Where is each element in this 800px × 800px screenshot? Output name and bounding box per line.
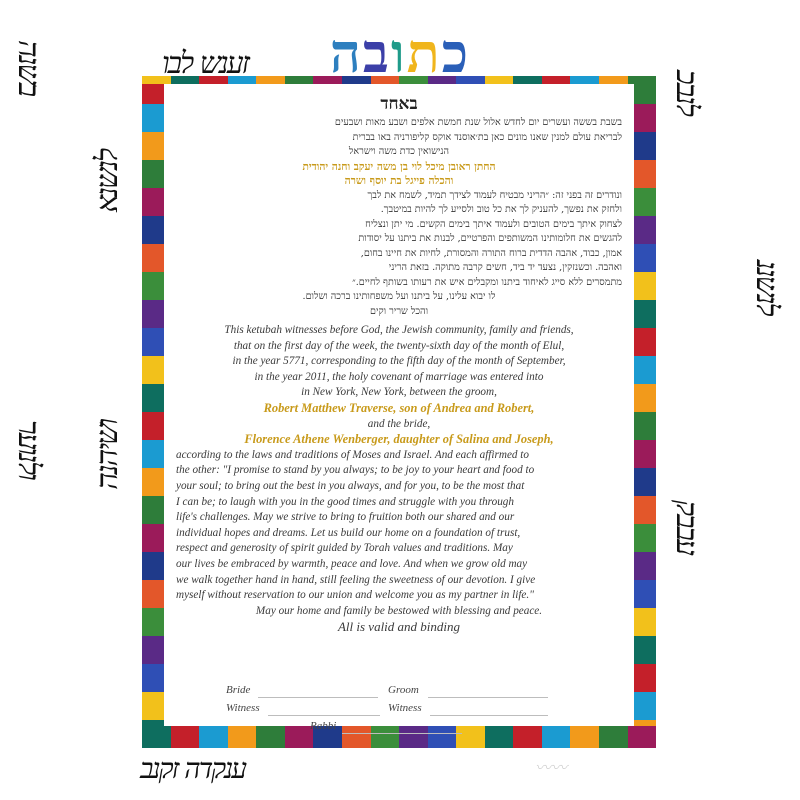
border-block [399, 726, 428, 748]
english-vow-line: your soul; to bring out the best in you always, and for you, to be the most that [176, 479, 525, 492]
hebrew-vow-line: ולחזק את נפשך, להעניק לך את כל טוב ולסייע לך להיות במיטבך. [380, 204, 622, 215]
border-block [142, 272, 164, 300]
hebrew-vow-line: לו יבוא עלינו, על ביתנו ועל משפחותינו ברכה ושלום. [302, 291, 496, 302]
border-block [142, 132, 164, 160]
english-vow-line: I can be; to laugh with you in the good times and struggle with you through [176, 495, 514, 508]
border-block [634, 608, 656, 636]
title-letter: ת [406, 21, 442, 85]
hebrew-groom-line: החתן ראובן מיכל לוי בן משה יעקב וחנה יהודית [302, 160, 496, 173]
ketubah-text [176, 94, 622, 635]
border-block [634, 552, 656, 580]
border-block [634, 440, 656, 468]
border-block [171, 726, 200, 748]
title-letter: כ [441, 21, 471, 85]
border-block [142, 356, 164, 384]
border-block [142, 216, 164, 244]
witness2-signature-label: Witness [388, 702, 422, 714]
border-block [342, 726, 371, 748]
border-block [634, 412, 656, 440]
rabbi-signature-label: Rabbi [310, 720, 337, 732]
border-block [634, 524, 656, 552]
border-block [485, 726, 514, 748]
hebrew-heading: באחד [380, 94, 418, 114]
border-block [228, 726, 257, 748]
border-block [142, 664, 164, 692]
witness1-signature-line[interactable] [268, 715, 380, 716]
border-block [634, 580, 656, 608]
bride-signature-label: Bride [226, 684, 251, 696]
english-vow-line: respect and generosity of spirit guided by Torah values and traditions. May [176, 542, 513, 555]
english-intro-line: that on the first day of the week, the twenty-sixth day of the month of Elul, [233, 339, 565, 352]
hebrew-line: הנישואין כדת משה וישראל [348, 146, 450, 157]
border-block [142, 104, 164, 132]
bride-name: Florence Athene Wenberger, daughter of Salina and Joseph, [244, 432, 554, 447]
border-block [199, 726, 228, 748]
bride-signature-line[interactable] [258, 697, 378, 698]
english-vow-line: myself without reservation to our union and welcome you as my partner in life." [176, 589, 534, 602]
hebrew-line: לבריאת עולם למנין שאנו מונים כאן בת׳אוסנד אוקס קליפורניה באו בברית [352, 131, 622, 143]
hebrew-bride-line: והכלה פייגל בת יוסף ושרה [344, 175, 454, 187]
and-the-bride: and the bride, [367, 417, 431, 430]
border-block [142, 692, 164, 720]
right-mosaic-border [634, 76, 656, 748]
border-block [634, 300, 656, 328]
border-block [634, 692, 656, 720]
title-letter: ב [362, 21, 391, 85]
border-block [634, 328, 656, 356]
border-block [256, 726, 285, 748]
left-mosaic-border [142, 76, 164, 748]
border-block [634, 188, 656, 216]
hebrew-vow-line: לצחוק איתך בימים הטובים ולעמוד איתך בימים הקשים. מי יתן ונצליח [365, 218, 622, 230]
english-intro-line: This ketubah witnesses before God, the Jewish community, family and friends, [224, 324, 574, 336]
english-intro-line: in the year 5771, corresponding to the fifth day of the month of September, [232, 355, 566, 368]
right-calligraphy-1: לנבכ [669, 70, 704, 115]
border-block [570, 726, 599, 748]
border-block [142, 580, 164, 608]
border-block [142, 188, 164, 216]
border-block [634, 636, 656, 664]
border-block [142, 496, 164, 524]
far-left-calligraphy-4: ולנוער [11, 420, 46, 479]
border-block [634, 384, 656, 412]
border-block [599, 76, 628, 84]
far-right-calligraphy-2: לנשננ [749, 260, 784, 315]
border-block [142, 552, 164, 580]
english-intro-line: in New York, New York, between the groom, [301, 386, 497, 399]
border-block [628, 726, 657, 748]
border-block [142, 608, 164, 636]
artist-signature-mark: 〰〰 [535, 760, 568, 777]
border-block [428, 726, 457, 748]
border-block [634, 664, 656, 692]
border-block [142, 384, 164, 412]
border-block [142, 726, 171, 748]
border-block [634, 496, 656, 524]
bottom-mosaic-border [142, 726, 656, 748]
witness2-signature-line[interactable] [430, 715, 548, 716]
english-vow-line: life's challenges. May we strive to bring to fruition both our shared and our [176, 511, 515, 524]
border-block [634, 216, 656, 244]
english-vow-line: individual hopes and dreams. Let us build our home on a foundation of trust, [176, 526, 521, 539]
right-calligraphy-3: עבבק [669, 500, 704, 554]
border-block [142, 440, 164, 468]
border-block [142, 328, 164, 356]
bottom-calligraphy: ענקדה זקנב [140, 752, 246, 785]
english-vow-line: our lives be embraced by warmth, peace and love. And when we grow old may [176, 557, 528, 570]
valid-binding: All is valid and binding [337, 619, 461, 635]
left-calligraphy-2: לנשנא [90, 150, 125, 213]
title-letter: ה [329, 21, 363, 85]
border-block [456, 726, 485, 748]
hebrew-vow-line: ונודרים זה בפני זה: ״הריני מבטיח לעמוד לצידך תמיד, לשמח את לבך [367, 189, 622, 201]
border-block [542, 76, 571, 84]
border-block [634, 160, 656, 188]
border-block [634, 104, 656, 132]
groom-signature-label: Groom [388, 684, 419, 696]
border-block [142, 160, 164, 188]
ketubah-title [280, 18, 520, 88]
border-block [142, 524, 164, 552]
english-intro-line: in the year 2011, the holy covenant of marriage was entered into [254, 370, 544, 383]
border-block [142, 300, 164, 328]
top-calligraphy: זענש לבו [162, 46, 249, 81]
border-block [634, 272, 656, 300]
border-block [634, 244, 656, 272]
groom-signature-line[interactable] [428, 697, 548, 698]
hebrew-line: בשבת בששה ועשרים יום לחדש אלול שנת חמשת אלפים ושבע מאות ושבעים [334, 117, 622, 128]
title-letter: ו [390, 21, 407, 85]
groom-name: Robert Matthew Traverse, son of Andrea and Robert, [263, 400, 535, 415]
border-block [634, 356, 656, 384]
border-block [599, 726, 628, 748]
hebrew-vow-line: להגשים את חלומותינו המשותפים והפרטיים, לבנות את ביתנו על יסודות [358, 233, 622, 244]
english-vow-line: according to the laws and traditions of Moses and Israel. And each affirmed to [176, 448, 530, 461]
border-block [142, 636, 164, 664]
hebrew-vow-line: אמון, כבוד, אהבה הדדית ברוח התורה והמסורת, לחיות את חיינו בחום, [360, 247, 622, 259]
border-block [371, 726, 400, 748]
border-block [634, 132, 656, 160]
english-vow-line: we walk together hand in hand, still feeling the sweetness of our devotion. I give [176, 573, 536, 586]
border-block [628, 76, 657, 84]
border-block [142, 412, 164, 440]
rabbi-signature-line[interactable] [342, 733, 462, 734]
border-block [570, 76, 599, 84]
english-vow-line: May our home and family be bestowed with blessing and peace. [255, 604, 543, 617]
border-block [542, 726, 571, 748]
far-left-calligraphy-1: בשנה [11, 40, 46, 96]
border-block [513, 726, 542, 748]
hebrew-vow-line: מתמסרים ללא סייג לאיחוד ביתנו ומקבלים איש את רעותו בשותף לחיים.״ [352, 276, 622, 288]
hebrew-vow-line: והכל שריר וקים [369, 305, 429, 317]
border-block [142, 468, 164, 496]
left-calligraphy-3: ושיהנה [90, 420, 125, 490]
hebrew-vow-line: ואהבה. וכשנזקין, נצעד יד ביד, חשים קרבה מתוקה. בזאת הריני [388, 262, 622, 273]
witness1-signature-label: Witness [226, 702, 260, 714]
border-block [634, 468, 656, 496]
english-vow-line: the other: "I promise to stand by you always; to be joy to your heart and food to [176, 464, 535, 477]
border-block [142, 244, 164, 272]
